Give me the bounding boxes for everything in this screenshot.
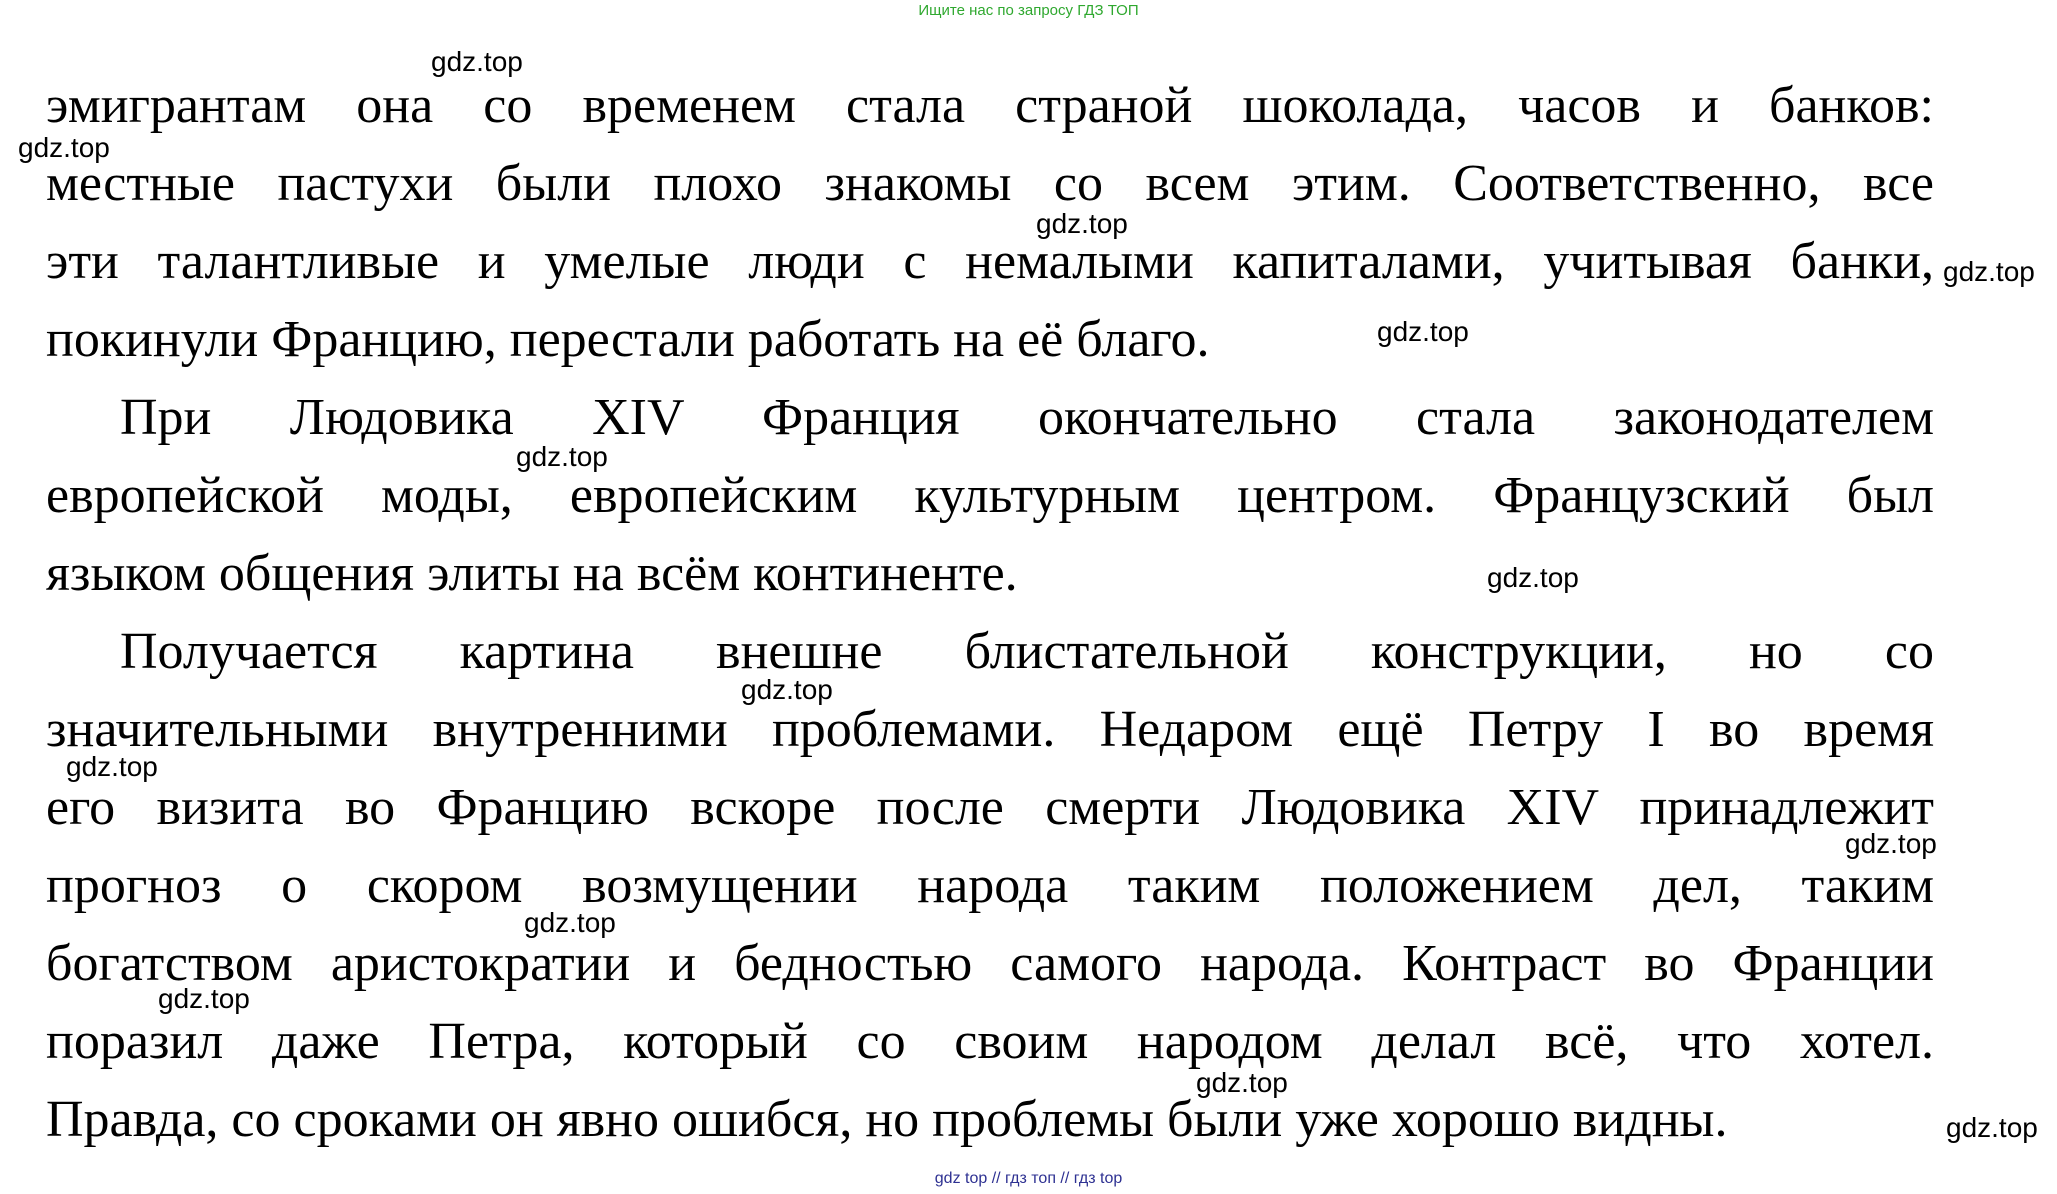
watermark: gdz.top [1845,828,1937,859]
watermark: gdz.top [158,983,250,1014]
watermark: gdz.top [1943,256,2035,287]
text-line: эмигрантам она со временем стала страной шоколада, часов и банков: [46,77,1934,134]
watermark: gdz.top [516,441,608,472]
watermark: gdz.top [18,132,110,163]
top-banner: Ищите нас по запросу ГДЗ ТОП [918,2,1139,19]
text-line: языком общения элиты на всём континенте. [46,545,1018,602]
watermark: gdz.top [1036,208,1128,239]
text-line: При Людовика XIV Франция окончательно стала законодателем [120,389,1934,446]
text-line: европейской моды, европейским культурным центром. Французский был [46,467,1934,524]
text-line: покинули Францию, перестали работать на её благо. [46,311,1210,368]
watermark: gdz.top [66,751,158,782]
footer: gdz top // гдз топ // гдз top [934,1170,1123,1187]
text-line: Получается картина внешне блистательной конструкции, но со [120,623,1934,680]
text-line: прогноз о скором возмущении народа таким положением дел, таким [46,857,1934,914]
text-line: значительными внутренними проблемами. Недаром ещё Петру I во время [46,701,1934,758]
text-line: поразил даже Петра, который со своим народом делал всё, что хотел. [46,1013,1934,1070]
watermark: gdz.top [1487,562,1579,593]
text-line: богатством аристократии и бедностью самого народа. Контраст во Франции [46,935,1934,992]
text-line: местные пастухи были плохо знакомы со всем этим. Соответственно, все [46,155,1934,212]
watermark: gdz.top [431,46,523,77]
watermark: gdz.top [524,907,616,938]
watermark: gdz.top [1377,316,1469,347]
watermark: gdz.top [1946,1112,2038,1143]
text-line: его визита во Францию вскоре после смерти Людовика XIV принадлежит [46,779,1934,836]
watermark: gdz.top [1196,1067,1288,1098]
text-line: Правда, со сроками он явно ошибся, но проблемы были уже хорошо видны. [46,1091,1728,1148]
watermark: gdz.top [741,674,833,705]
text-line: эти талантливые и умелые люди с немалыми капиталами, учитывая банки, [46,233,1934,290]
